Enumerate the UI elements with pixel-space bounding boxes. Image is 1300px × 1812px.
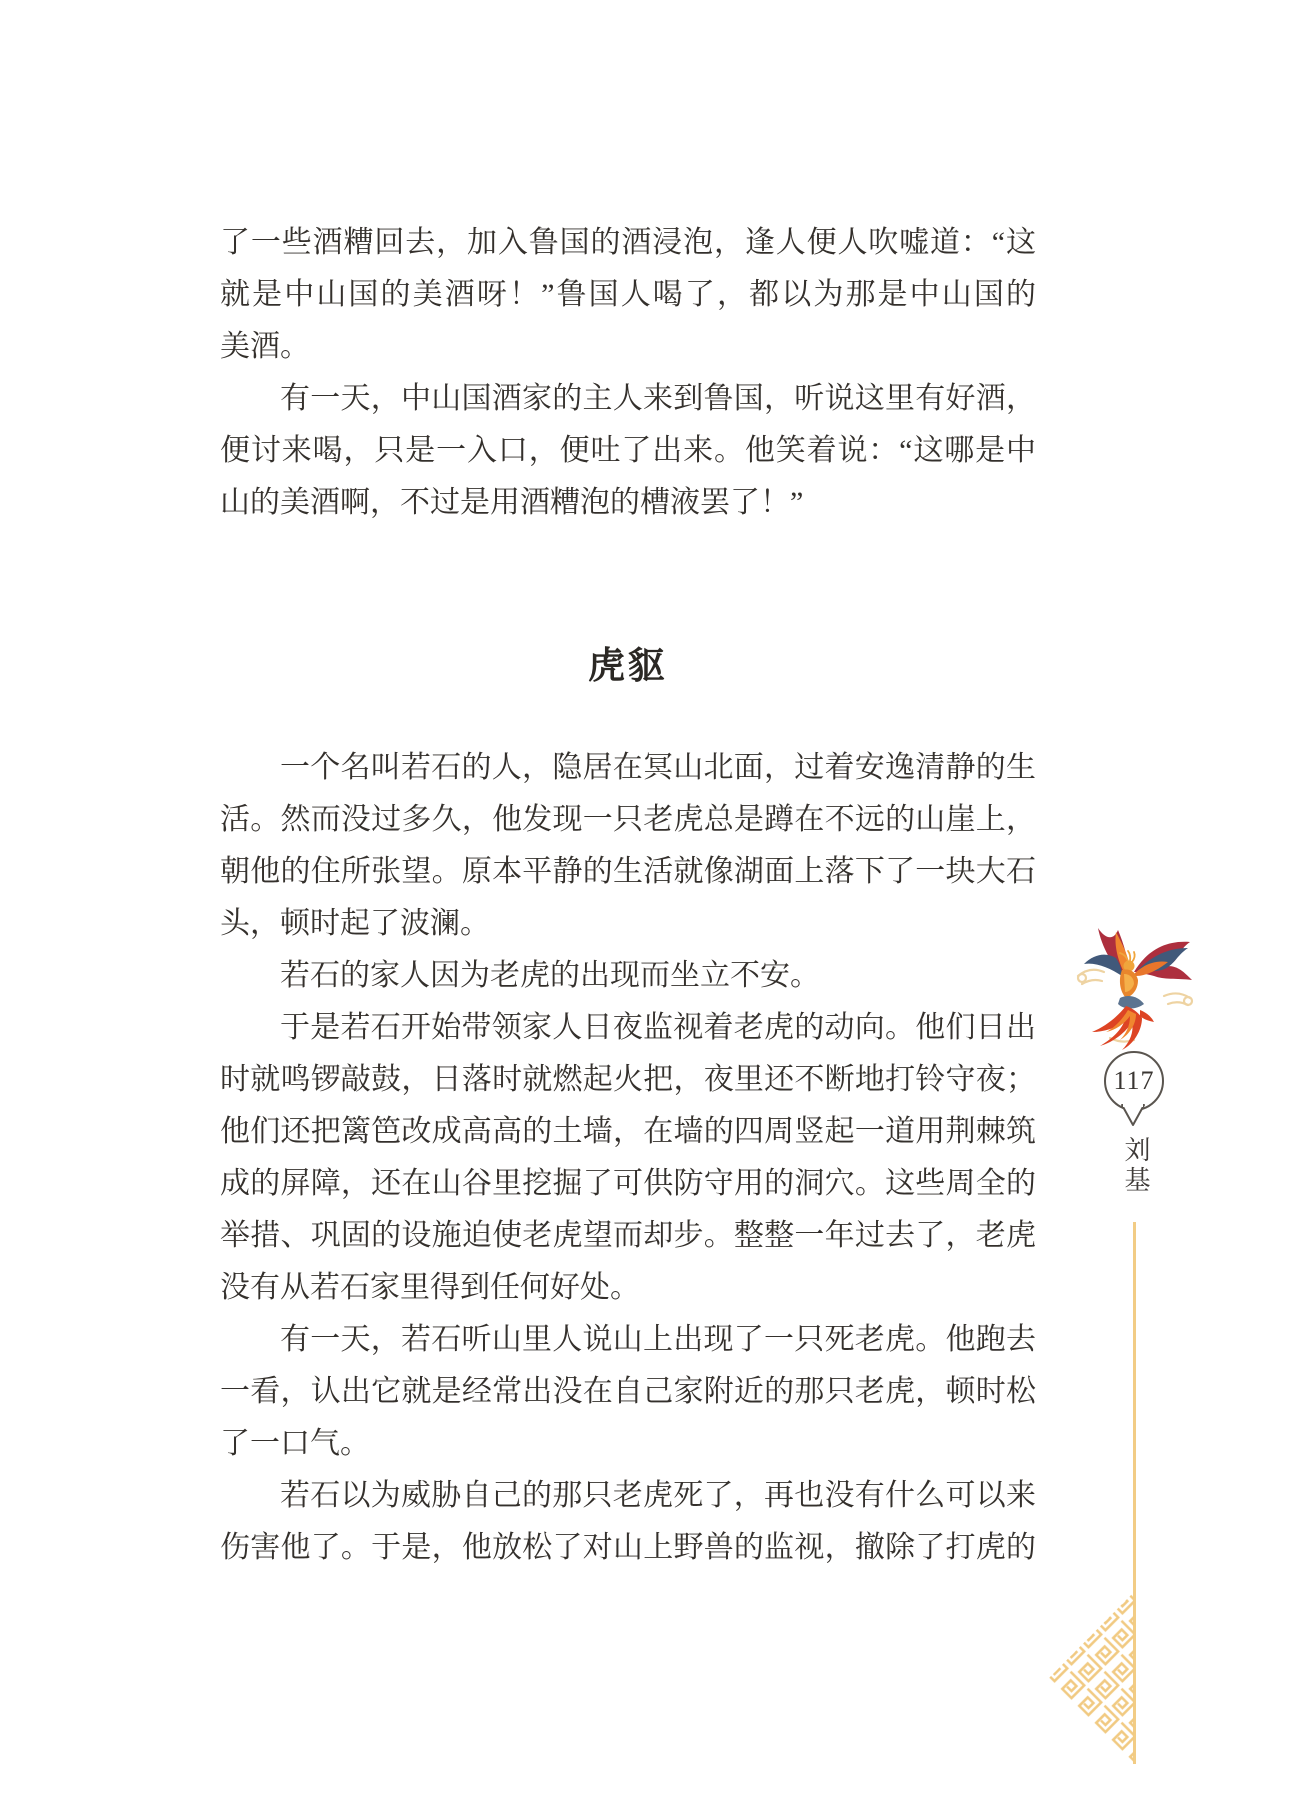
text-line: 美酒。 <box>220 330 310 363</box>
text-line: 活。然而没过多久，他发现一只老虎总是蹲在不远的山崖上， <box>220 803 1036 836</box>
phoenix-illustration <box>1072 918 1198 1056</box>
page-number-badge <box>1104 1051 1164 1111</box>
text-line: 山的美酒啊，不过是用酒糟泡的槽液罢了！” <box>220 486 804 519</box>
lattice-ornament <box>1046 1590 1138 1768</box>
text-line: 举措、巩固的设施迫使老虎望而却步。整整一年过去了，老虎 <box>220 1219 1036 1252</box>
page-number: 117 <box>1113 1066 1155 1095</box>
text-line: 时就鸣锣敲鼓，日落时就燃起火把，夜里还不断地打铃守夜； <box>220 1063 1036 1096</box>
text-line: 头，顿时起了波澜。 <box>220 907 490 940</box>
text-line: 伤害他了。于是，他放松了对山上野兽的监视，撤除了打虎的 <box>220 1531 1036 1564</box>
text-line: 若石以为威胁自己的那只老虎死了，再也没有什么可以来 <box>280 1479 1036 1512</box>
text-line: 有一天，中山国酒家的主人来到鲁国，听说这里有好酒， <box>280 382 1036 415</box>
text-line: 于是若石开始带领家人日夜监视着老虎的动向。他们日出 <box>280 1011 1036 1044</box>
paragraph-block-previous-story <box>220 217 1036 529</box>
text-line: 若石的家人因为老虎的出现而坐立不安。 <box>280 959 820 992</box>
text-line: 一看，认出它就是经常出没在自己家附近的那只老虎，顿时松 <box>220 1375 1036 1408</box>
text-line: 他们还把篱笆改成高高的土墙，在墙的四周竖起一道用荆棘筑 <box>220 1115 1036 1148</box>
text-line: 朝他的住所张望。原本平静的生活就像湖面上落下了一块大石 <box>220 855 1036 888</box>
paragraph-block-tiger-story <box>220 742 1036 1574</box>
story-title: 虎䝙 <box>588 645 668 686</box>
text-line: 一个名叫若石的人，隐居在冥山北面，过着安逸清静的生 <box>280 751 1036 784</box>
text-line: 有一天，若石听山里人说山上出现了一只死老虎。他跑去 <box>280 1323 1036 1356</box>
text-line: 了一些酒糟回去，加入鲁国的酒浸泡，逢人便人吹嘘道：“这 <box>220 226 1036 259</box>
page-badge-tail <box>1117 1104 1149 1128</box>
text-line: 就是中山国的美酒呀！”鲁国人喝了，都以为那是中山国的 <box>220 278 1036 311</box>
author-name: 刘基 <box>1121 1136 1150 1196</box>
text-line: 了一口气。 <box>220 1427 370 1460</box>
text-line: 便讨来喝，只是一入口，便吐了出来。他笑着说：“这哪是中 <box>220 434 1036 467</box>
text-line: 没有从若石家里得到任何好处。 <box>220 1271 640 1304</box>
text-line: 成的屏障，还在山谷里挖掘了可供防守用的洞穴。这些周全的 <box>220 1167 1036 1200</box>
